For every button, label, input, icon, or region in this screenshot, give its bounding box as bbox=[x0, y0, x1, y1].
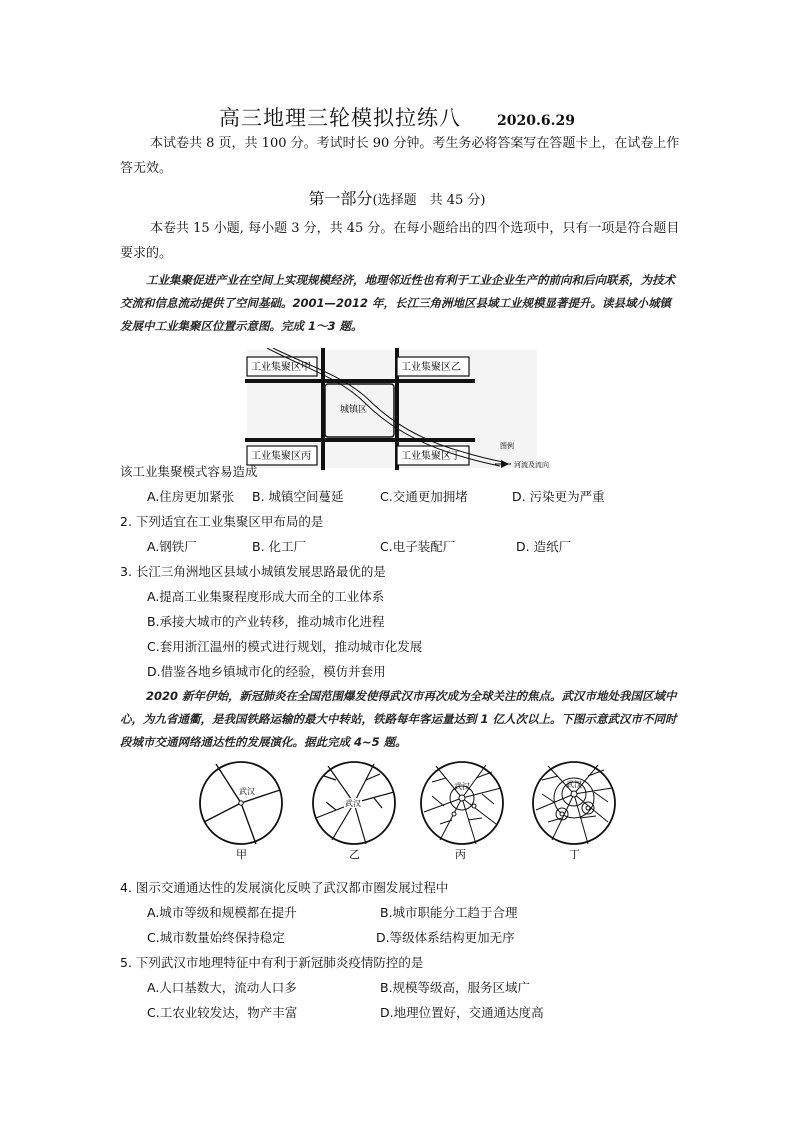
exam-intro: 本试卷共 8 页，共 100 分。考试时长 90 分钟。考生务必将答案写在答题卡上，在试卷上作答无效。 bbox=[120, 136, 680, 176]
panel-jia-route-1 bbox=[216, 764, 241, 803]
question-5-option-a: A.人口基数大，流动人口多 bbox=[147, 980, 297, 995]
question-1-option-c: C.交通更加拥堵 bbox=[380, 489, 468, 504]
panel-jia-node bbox=[239, 801, 243, 805]
question-3-option-c: C.套用浙江温州的模式进行规划，推动城市化发展 bbox=[147, 639, 423, 654]
question-3-option-a: A.提高工业集聚程度形成大而全的工业体系 bbox=[147, 589, 385, 604]
section-instruction: 本卷共 15 小题, 每小题 3 分，共 45 分。在每小题给出的四个选项中，只有一项是符合题目要求的。 bbox=[120, 221, 680, 261]
panel-bing-circle bbox=[421, 762, 503, 844]
question-5-stem: 5. 下列武汉市地理特征中有利于新冠肺炎疫情防控的是 bbox=[120, 955, 424, 970]
question-4-stem: 4. 图示交通通达性的发展演化反映了武汉都市圈发展过程中 bbox=[120, 880, 449, 895]
question-2-option-d: D. 造纸厂 bbox=[516, 539, 572, 554]
zone-jia-label: 工业集聚区甲 bbox=[251, 362, 311, 373]
panel-bing-node-3 bbox=[472, 804, 476, 808]
question-3-stem: 3. 长江三角洲地区县域小城镇发展思路最优的是 bbox=[120, 564, 386, 579]
legend-title: 图例 bbox=[500, 442, 514, 450]
exam-date: 2020.6.29 bbox=[497, 113, 575, 129]
exam-title bbox=[0, 102, 794, 132]
panel-ding-circle bbox=[533, 762, 615, 844]
zone-yi-label: 工业集聚区乙 bbox=[401, 362, 461, 373]
zone-ding-label: 工业集聚区丁 bbox=[401, 451, 461, 462]
question-3-option-b: B.承接大城市的产业转移，推动城市化进程 bbox=[147, 614, 385, 629]
question-1-option-a: A.住房更加紧张 bbox=[147, 489, 235, 504]
panel-yi-label: 乙 bbox=[349, 848, 360, 861]
zone-bing-label: 工业集聚区丙 bbox=[251, 451, 311, 462]
panel-bing-node-main bbox=[459, 795, 465, 801]
panel-jia-route-4 bbox=[241, 803, 256, 844]
panel-ding-node-main bbox=[571, 791, 577, 797]
question-4-option-c: C.城市数量始终保持稳定 bbox=[147, 930, 285, 945]
question-1-option-d: D. 污染更为严重 bbox=[512, 489, 605, 504]
question-5-option-c: C.工农业较发达，物产丰富 bbox=[147, 1005, 298, 1020]
panel-jia-label: 甲 bbox=[236, 848, 247, 861]
question-2-option-b: B. 化工厂 bbox=[252, 539, 307, 554]
panel-jia-city-label: 武汉 bbox=[239, 787, 255, 796]
panel-bing-label: 丙 bbox=[455, 848, 466, 861]
panel-jia-route-3 bbox=[204, 803, 241, 822]
material-2: 2020 新年伊始，新冠肺炎在全国范围爆发使得武汉市再次成为全球关注的焦点。武汉市地处我国区域中心，为九省通衢，是我国铁路运输的最大中转站，铁路每年客运量达到 1 亿人次以上。下图示意武汉市不同时段城市交通网络通达性的发展演化。据此完成 4~5 题。 bbox=[120, 689, 677, 749]
section-title-text: 第一部分 bbox=[308, 189, 373, 208]
panel-ding-label: 丁 bbox=[569, 848, 580, 861]
section-title bbox=[0, 186, 794, 209]
panel-yi-city-label: 武汉 bbox=[345, 799, 361, 808]
figure-wuhan-network bbox=[196, 758, 624, 864]
panel-ding-city-label: 武汉 bbox=[566, 780, 582, 789]
panel-bing-node-2 bbox=[452, 812, 456, 816]
exam-title-text: 高三地理三轮模拟拉练八 bbox=[219, 106, 462, 130]
question-1-option-b: B. 城镇空间蔓延 bbox=[252, 489, 344, 504]
question-4-option-b: B.城市职能分工趋于合理 bbox=[380, 905, 518, 920]
question-3-option-d: D.借鉴各地乡镇城市化的经验，模仿并套用 bbox=[147, 664, 386, 679]
question-4-option-d: D.等级体系结构更加无序 bbox=[376, 930, 515, 945]
section-subtitle: (选择题 共 45 分) bbox=[372, 193, 486, 208]
question-1-stem: 该工业集聚模式容易造成 bbox=[120, 464, 258, 479]
question-4-option-a: A.城市等级和规模都在提升 bbox=[147, 905, 297, 920]
figure-industrial-clusters bbox=[245, 348, 575, 470]
question-5-option-d: D.地理位置好，交通通达度高 bbox=[380, 1005, 544, 1020]
panel-ding-node-2 bbox=[560, 812, 564, 816]
question-2-stem: 2. 下列适宜在工业集聚区甲布局的是 bbox=[120, 514, 324, 529]
panel-ding-routes bbox=[536, 765, 612, 844]
panel-bing-city-label: 武汉 bbox=[454, 782, 470, 791]
question-5-option-b: B.规模等级高，服务区域广 bbox=[380, 980, 531, 995]
question-2-option-c: C.电子装配厂 bbox=[380, 539, 456, 554]
legend-river-label: 河流及流向 bbox=[514, 461, 549, 469]
panel-bing-routes bbox=[424, 765, 501, 844]
material-1: 工业集聚促进产业在空间上实现规模经济，地理邻近性也有利于工业企业生产的前向和后向联系，为技术交流和信息流动提供了空间基础。2001—2012 年，长江三角洲地区县域工业规模显著提升。读县域小城镇发展中工业集聚区位置示意图。完成 1～3 题。 bbox=[120, 273, 675, 333]
panel-ding-node-3 bbox=[586, 806, 590, 810]
town-label: 城镇区 bbox=[340, 405, 368, 415]
question-2-option-a: A.钢铁厂 bbox=[147, 539, 197, 554]
